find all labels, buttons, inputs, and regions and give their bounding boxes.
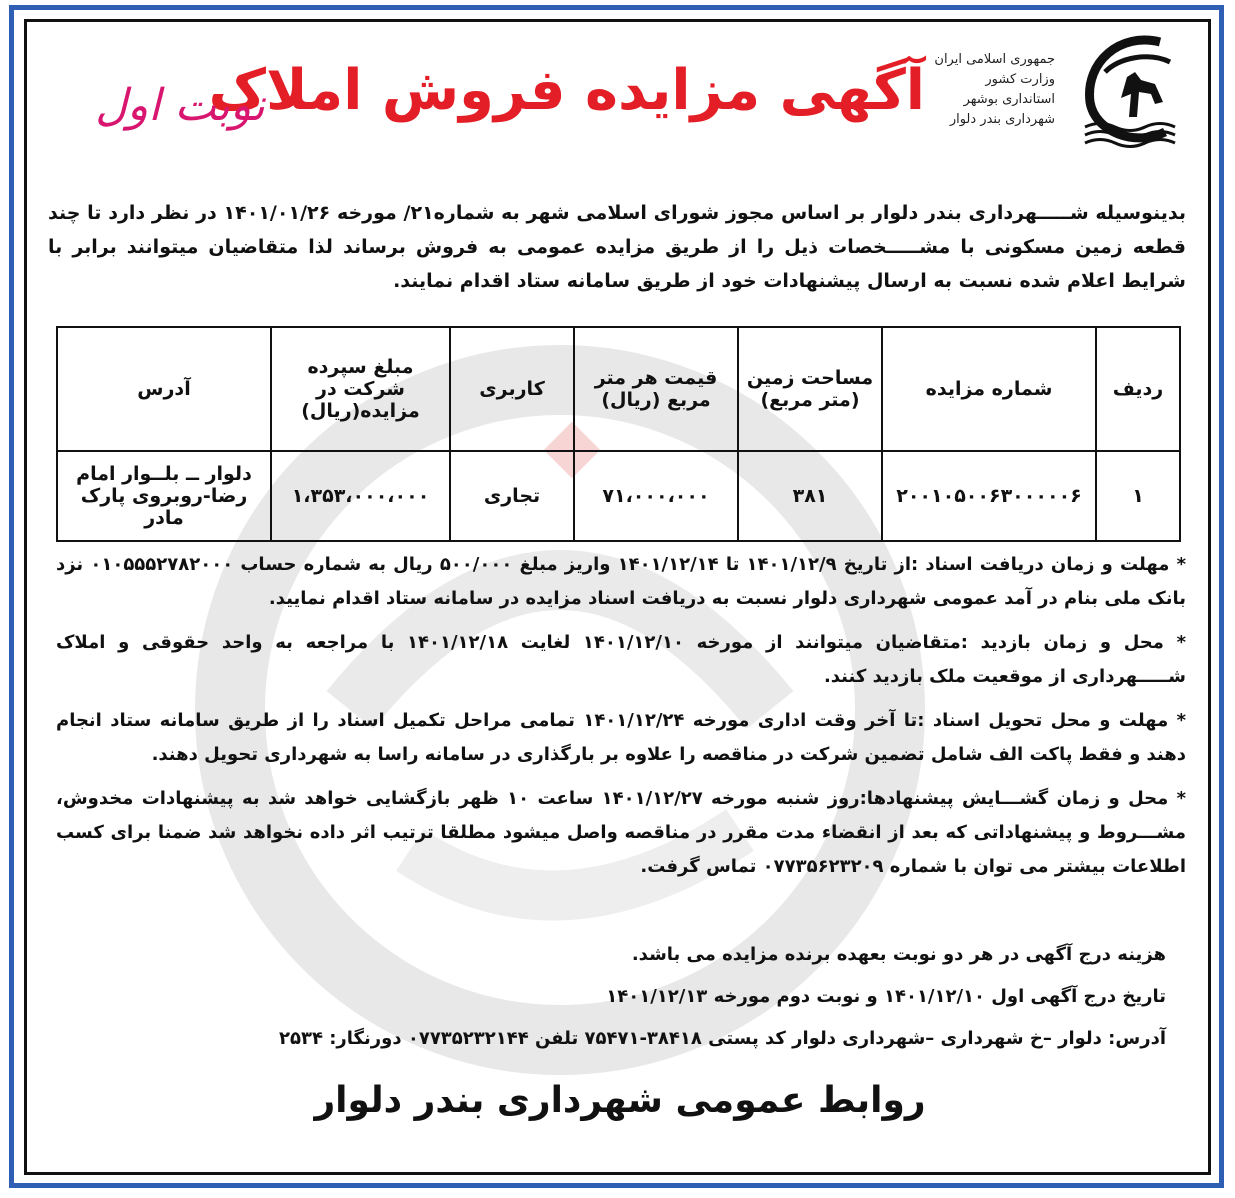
condition-delivery: * مهلت و محل تحویل اسناد :تا آخر وقت اداری مورخه ۱۴۰۱/۱۲/۲۴ تمامی مراحل تکمیل اسناد را از طریق سامانه ستاد انجام دهند و فقط پاکت الف شامل تضمین شرکت در مناقصه را علاوه بر بارگذاری در سامانه راسا به شهرداری تحویل دهند. [56, 710, 1187, 765]
cell-auction-number: ۲۰۰۱۰۵۰۰۶۳۰۰۰۰۰۶ [882, 451, 1096, 541]
header-cell-area: مساحت زمین (متر مربع) [738, 327, 882, 451]
intro-paragraph: بدینوسیله شـــــهرداری بندر دلوار بر اساس مجوز شورای اسلامی شهر به شماره۲۱/ مورخه ۱۴۰۱/۰۱/۲۶ در نظر دارد تا چند قطعه زمین مسکونی با مشـــــخصات ذیل را از طریق مزایده عمومی به فروش برساند لذا متقاضیان میتوانند برابر با شرایط اعلام شده نسبت به ارسال پیشنهادات خود از طریق سامانه ستاد اقدام نمایند. [48, 202, 1187, 292]
header-cell-address: آدرس [57, 327, 271, 451]
ministry-line: جمهوری اسلامی ایران [934, 52, 1055, 67]
municipality-logo [1065, 32, 1195, 152]
round-label: نوبت اول [95, 80, 265, 131]
condition-opening: * محل و زمان گشـــایش پیشنهادها:روز شنبه مورخه ۱۴۰۱/۱۲/۲۷ ساعت ۱۰ ظهر بازگشایی خواهد شد به پیشنهادات مخدوش، مشـــروط و پیشنهاداتی که بعد از انقضاء مدت مقرر در مناقصه واصل میشود مطلقا ترتیب اثر داده نخواهد شد ضمنا برای کسب اطلاعات بیشتر می توان با شماره ۰۷۷۳۵۶۲۳۲۰۹ تماس گرفت. [56, 788, 1186, 877]
header-cell-usage: کاربری [450, 327, 574, 451]
table-header-row [57, 327, 1180, 451]
cell-row: ۱ [1096, 451, 1180, 541]
auction-table [56, 326, 1181, 542]
ministry-line: شهرداری بندر دلوار [949, 112, 1055, 127]
header-cell-row: ردیف [1096, 327, 1180, 451]
cell-deposit: ۱،۳۵۳،۰۰۰،۰۰۰ [271, 451, 450, 541]
footer-info [200, 934, 1166, 1060]
ministry-line: استانداری بوشهر [963, 92, 1055, 107]
ministry-line: وزارت کشور [985, 72, 1055, 87]
table-row [57, 451, 1180, 541]
condition-documents: * مهلت و زمان دریافت اسناد :از تاریخ ۱۴۰۱/۱۲/۹ تا ۱۴۰۱/۱۲/۱۴ واریز مبلغ ۵۰۰/۰۰۰ ریال به شماره حساب ۰۱۰۵۵۵۲۷۸۲۰۰۰ نزد بانک ملی بنام در آمد عمومی شهرداری دلوار نسبت به دریافت اسناد مزایده در سامانه ستاد اقدام نمایید. [56, 554, 1186, 609]
footer-dates-line: تاریخ درج آگهی اول ۱۴۰۱/۱۲/۱۰ و نوبت دوم مورخه ۱۴۰۱/۱۲/۱۳ [606, 986, 1166, 1007]
conditions-list [56, 548, 1186, 894]
cell-usage: تجاری [450, 451, 574, 541]
footer-cost-line: هزینه درج آگهی در هر دو نوبت بعهده برنده مزایده می باشد. [631, 944, 1166, 965]
cell-address: دلوار ــ بلــوار امام رضا-روبروی پارک مادر [57, 451, 271, 541]
header-cell-deposit: مبلغ سپرده شرکت در مزایده(ریال) [271, 327, 450, 451]
condition-visit: * محل و زمان بازدید :متقاضیان میتوانند از مورخه ۱۴۰۱/۱۲/۱۰ لغایت ۱۴۰۱/۱۲/۱۸ با مراجعه به واحد حقوقی و املاک شـــــهرداری از موقعیت ملک بازدید کنند. [56, 632, 1186, 687]
signature: روابط عمومی شهرداری بندر دلوار [314, 1080, 926, 1121]
page-title: آگهی مزایده فروش املاک [208, 58, 925, 123]
footer-address-line: آدرس: دلوار –خ شهرداری –شهرداری دلوار کد پستی ۳۸۴۱۸-۷۵۴۷۱ تلفن ۰۷۷۳۵۲۳۲۱۴۴ دورنگار: ۲۵۳۴ [279, 1028, 1166, 1049]
header-cell-auction-number: شماره مزایده [882, 327, 1096, 451]
cell-price: ۷۱،۰۰۰،۰۰۰ [574, 451, 738, 541]
header [40, 30, 1195, 180]
cell-area: ۳۸۱ [738, 451, 882, 541]
header-cell-price: قیمت هر متر مربع (ریال) [574, 327, 738, 451]
